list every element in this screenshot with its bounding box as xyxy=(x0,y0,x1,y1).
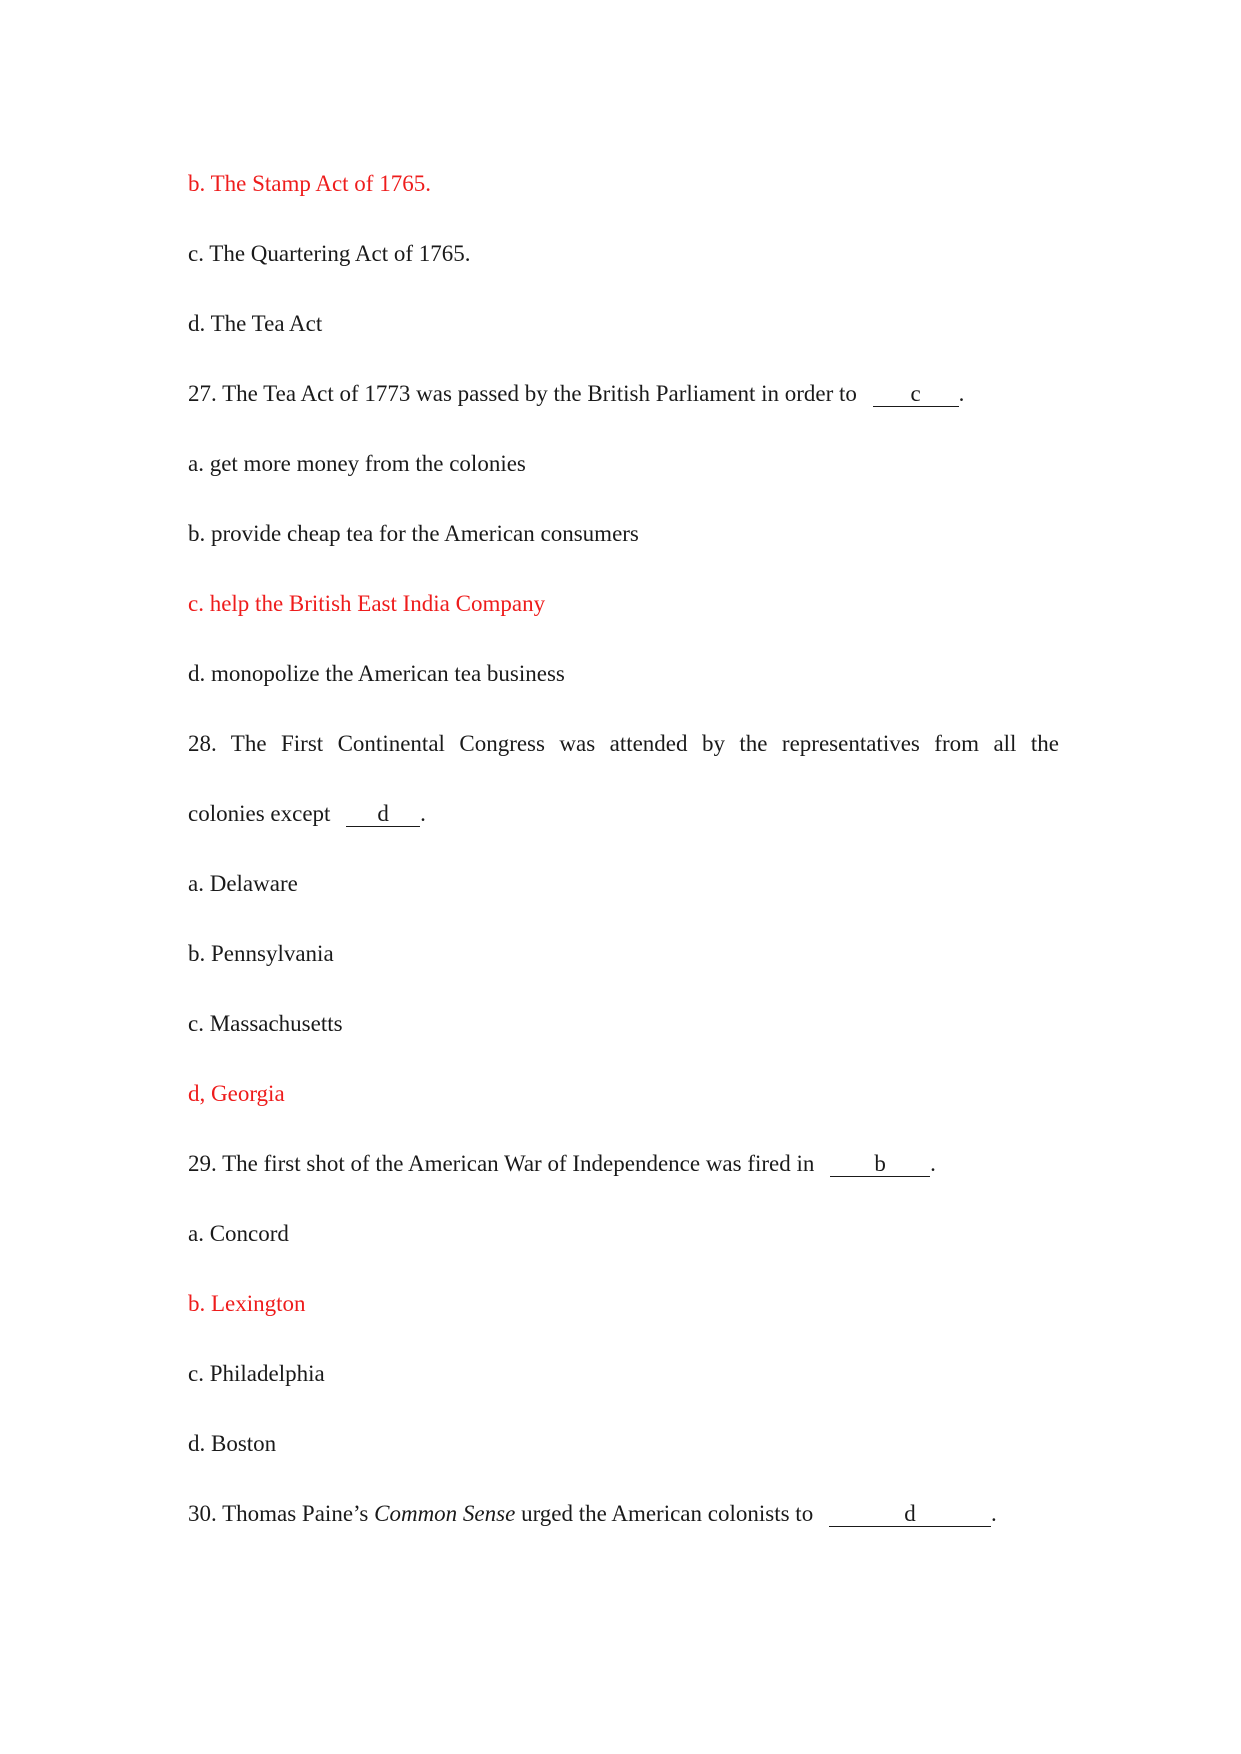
question-27-text: 27. The Tea Act of 1773 was passed by the British Parliament in order to xyxy=(188,381,857,406)
question-29-text: 29. The first shot of the American War of Independence was fired in xyxy=(188,1151,815,1176)
q29-option-c: c. Philadelphia xyxy=(188,1361,325,1386)
option-c-quartering-act: c. The Quartering Act of 1765. xyxy=(188,241,471,266)
q27-option-b: b. provide cheap tea for the American consumers xyxy=(188,521,639,546)
question-30-text-post: urged the American colonists to xyxy=(521,1501,814,1526)
question-28-line-2 xyxy=(188,799,426,829)
question-27-period: . xyxy=(958,381,965,406)
question-30-book-title: Common Sense xyxy=(374,1501,516,1526)
option-d-tea-act: d. The Tea Act xyxy=(188,311,323,336)
question-27-answer-blank: c xyxy=(873,382,959,407)
option-b-stamp-act-correct: b. The Stamp Act of 1765. xyxy=(188,171,431,196)
q28-option-c: c. Massachusetts xyxy=(188,1011,343,1036)
question-28-text: colonies except xyxy=(188,801,331,826)
question-29-answer-blank: b xyxy=(830,1152,930,1177)
q28-option-a: a. Delaware xyxy=(188,871,298,896)
question-30-period: . xyxy=(990,1501,997,1526)
question-30 xyxy=(188,1499,997,1529)
q29-option-d: d. Boston xyxy=(188,1431,277,1456)
question-30-text-pre: 30. Thomas Paine’s xyxy=(188,1501,369,1526)
q28-option-b: b. Pennsylvania xyxy=(188,941,334,966)
question-28-line-1: 28. The First Continental Congress was attended by the representatives from all the xyxy=(188,731,1059,756)
q28-option-d-correct: d, Georgia xyxy=(188,1081,285,1106)
q29-option-a: a. Concord xyxy=(188,1221,289,1246)
q27-option-c-correct: c. help the British East India Company xyxy=(188,591,546,616)
question-29-period: . xyxy=(930,1151,936,1176)
q27-option-d: d. monopolize the American tea business xyxy=(188,661,565,686)
q29-option-b-correct: b. Lexington xyxy=(188,1291,306,1316)
question-27 xyxy=(188,379,964,409)
q27-option-a: a. get more money from the colonies xyxy=(188,451,526,476)
question-28-answer-blank: d xyxy=(346,802,420,827)
question-28-period: . xyxy=(420,801,426,826)
question-30-answer-blank: d xyxy=(829,1502,991,1527)
question-29 xyxy=(188,1149,936,1179)
